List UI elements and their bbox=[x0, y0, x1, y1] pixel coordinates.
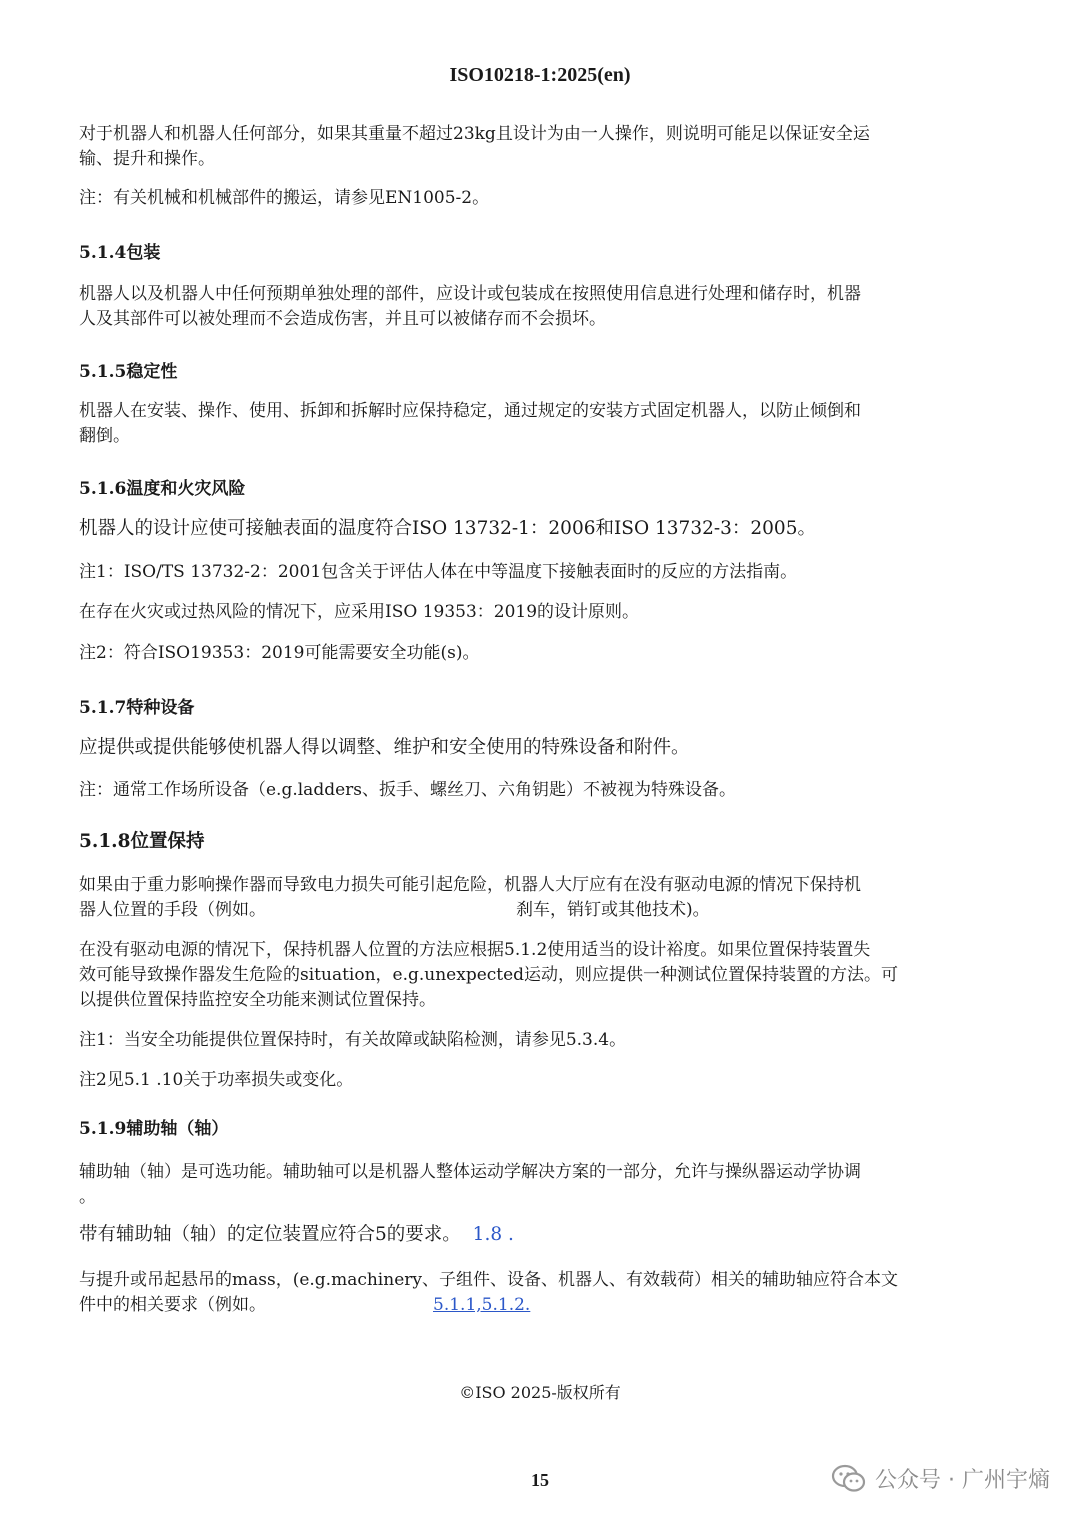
paragraph-position-holding-line2a: 器人位置的手段（例如。 bbox=[79, 900, 266, 920]
paragraph-position-holding-line2b: 刹车，销钉或其他技术)。 bbox=[516, 900, 710, 920]
paragraph-auxiliary-axes-line1: 辅助轴（轴）是可选功能。辅助轴可以是机器人整体运动学解决方案的一部分，允许与操纵器运动学协调 bbox=[79, 1162, 861, 1182]
watermark-text: 公众号 · 广州宇熵 bbox=[875, 1468, 1050, 1493]
section-heading-5-1-9: 5.1.9辅助轴（轴） bbox=[79, 1119, 229, 1139]
paragraph-packaging-line2: 人及其部件可以被处理而不会造成伤害，并且可以被储存而不会损坏。 bbox=[79, 309, 606, 329]
section-heading-5-1-8: 5.1.8位置保持 bbox=[79, 831, 205, 852]
note-iso19353: 注2：符合ISO19353：2019可能需要安全功能(s)。 bbox=[79, 643, 480, 663]
paragraph-lifting-line1: 与提升或吊起悬吊的mass，(e.g.machinery、子组件、设备、机器人、有效载荷）相关的辅助轴应符合本文 bbox=[79, 1270, 898, 1290]
paragraph-design-margin-line3: 以提供位置保持监控安全功能来测试位置保持。 bbox=[79, 990, 436, 1010]
paragraph-stability-line2: 翻倒。 bbox=[79, 426, 130, 446]
paragraph-temperature: 机器人的设计应使可接触表面的温度符合ISO 13732-1：2006和ISO 13732-3：2005。 bbox=[79, 518, 816, 539]
paragraph-design-margin-line2: 效可能导致操作器发生危险的situation，e.g.unexpected运动，则应提供一种测试位置保持装置的方法。可 bbox=[79, 965, 899, 985]
paragraph-position-holding-line1: 如果由于重力影响操作器而导致电力损失可能引起危险，机器人大厅应有在没有驱动电源的情况下保持机 bbox=[79, 875, 861, 895]
note-iso-ts-13732-2: 注1：ISO/TS 13732-2：2001包含关于评估人体在中等温度下接触表面时的反应的方法指南。 bbox=[79, 562, 798, 582]
note-power-loss: 注2见5.1 .10关于功率损失或变化。 bbox=[79, 1070, 354, 1090]
section-heading-5-1-7: 5.1.7特种设备 bbox=[79, 698, 195, 718]
section-heading-5-1-4: 5.1.4包装 bbox=[79, 243, 161, 263]
paragraph-special-equipment: 应提供或提供能够使机器人得以调整、维护和安全使用的特殊设备和附件。 bbox=[79, 737, 690, 758]
paragraph-fire-risk: 在存在火灾或过热风险的情况下，应采用ISO 19353：2019的设计原则。 bbox=[79, 602, 640, 622]
note-workplace-equipment: 注：通常工作场所设备（e.g.ladders、扳手、螺丝刀、六角钥匙）不被视为特殊设备。 bbox=[79, 780, 736, 800]
paragraph-stability-line1: 机器人在安装、操作、使用、拆卸和拆解时应保持稳定，通过规定的安装方式固定机器人，以防止倾倒和 bbox=[79, 401, 861, 421]
note-fault-detection: 注1：当安全功能提供位置保持时，有关故障或缺陷检测，请参见5.3.4。 bbox=[79, 1030, 627, 1050]
wechat-icon bbox=[831, 1464, 867, 1494]
note-en1005: 注：有关机械和机械部件的搬运，请参见EN1005-2。 bbox=[79, 188, 490, 208]
paragraph-auxiliary-axes-line2: 。 bbox=[79, 1187, 96, 1207]
paragraph-positioner-text: 带有辅助轴（轴）的定位装置应符合5的要求。 bbox=[79, 1224, 461, 1245]
document-header-title: ISO10218-1:2025(en) bbox=[449, 64, 631, 86]
section-heading-5-1-6: 5.1.6温度和火灾风险 bbox=[79, 479, 246, 499]
page-number: 15 bbox=[531, 1470, 549, 1490]
paragraph-lifting-line2: 件中的相关要求（例如。 bbox=[79, 1295, 266, 1315]
link-1-8[interactable]: 1.8 . bbox=[472, 1224, 514, 1245]
paragraph-transport-line1: 对于机器人和机器人任何部分，如果其重量不超过23kg且设计为由一人操作，则说明可能足以保证安全运 bbox=[79, 124, 870, 144]
link-5-1-1-5-1-2[interactable]: 5.1.1,5.1.2. bbox=[433, 1295, 531, 1315]
paragraph-packaging-line1: 机器人以及机器人中任何预期单独处理的部件，应设计或包装成在按照使用信息进行处理和储存时，机器 bbox=[79, 284, 861, 304]
paragraph-transport-line2: 输、提升和操作。 bbox=[79, 149, 215, 169]
watermark bbox=[831, 1463, 1050, 1494]
paragraph-design-margin-line1: 在没有驱动电源的情况下，保持机器人位置的方法应根据5.1.2使用适当的设计裕度。如果位置保持装置失 bbox=[79, 940, 871, 960]
paragraph-positioner bbox=[79, 1222, 514, 1247]
copyright-footer: ©ISO 2025-版权所有 bbox=[459, 1383, 621, 1402]
section-heading-5-1-5: 5.1.5稳定性 bbox=[79, 362, 178, 382]
